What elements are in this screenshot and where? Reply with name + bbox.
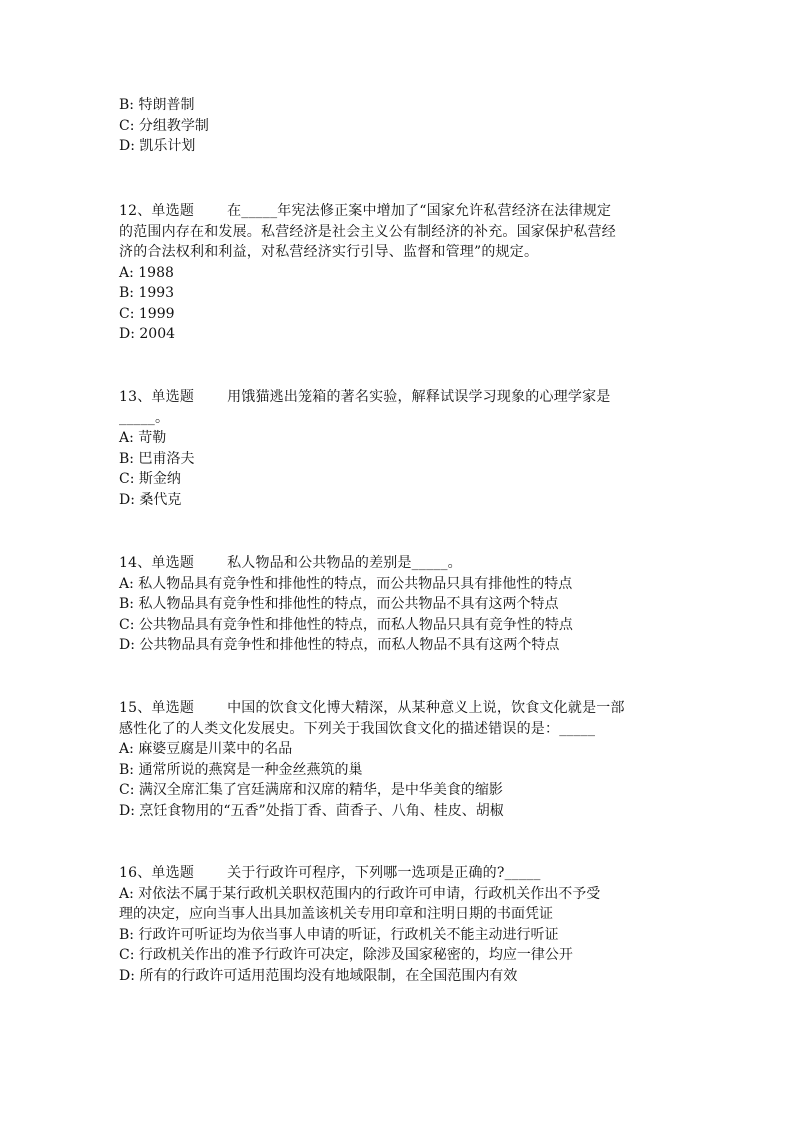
option-c: C: 行政机关作出的准予行政许可决定，除涉及国家秘密的，均应一律公开	[119, 947, 573, 963]
option-a: A: 1988	[119, 264, 174, 281]
option-a-continued: 理的决定，应向当事人出具加盖该机关专用印章和注明日期的书面凭证	[119, 906, 553, 922]
question-stem-line: 16、单选题 关于行政许可程序，下列哪一选项是正确的?_____	[119, 865, 541, 881]
question-14	[119, 553, 679, 656]
question-stem-line: 感性化了的人类文化发展史。下列关于我国饮食文化的描述错误的是：_____	[119, 720, 596, 737]
question-11-options	[119, 95, 679, 157]
question-12	[119, 201, 679, 345]
option-d: D: 凯乐计划	[119, 138, 196, 154]
question-stem-line: _____。	[119, 409, 170, 426]
question-stem-line: 14、单选题 私人物品和公共物品的差别是_____。	[119, 555, 462, 571]
question-16	[119, 863, 679, 986]
option-a: A: 苛勒	[119, 430, 167, 446]
option-c: C: 满汉全席汇集了宫廷满席和汉席的精华，是中华美食的缩影	[119, 782, 503, 798]
option-d: D: 烹饪食物用的“五香”处指丁香、茴香子、八角、桂皮、胡椒	[119, 802, 504, 819]
option-b: B: 1993	[119, 285, 175, 301]
option-a: A: 私人物品具有竞争性和排他性的特点，而公共物品只具有排他性的特点	[119, 575, 573, 592]
question-stem-line: 12、单选题 在_____年宪法修正案中增加了“国家允许私营经济在法律规定	[119, 203, 612, 219]
option-c: C: 公共物品具有竞争性和排他性的特点，而私人物品只具有竞争性的特点	[119, 616, 573, 633]
option-c: C: 分组教学制	[119, 117, 209, 134]
option-d: D: 公共物品具有竞争性和排他性的特点，而私人物品不具有这两个特点	[119, 637, 560, 653]
option-b: B: 私人物品具有竞争性和排他性的特点，而公共物品不具有这两个特点	[119, 596, 559, 612]
question-15	[119, 698, 679, 821]
option-b: B: 特朗普制	[119, 97, 195, 113]
option-a: A: 对依法不属于某行政机关职权范围内的行政许可申请，行政机关作出不予受	[119, 885, 601, 902]
question-stem-line: 的范围内存在和发展。私营经济是社会主义公有制经济的补充。国家保护私营经	[119, 223, 616, 240]
option-c: C: 1999	[119, 305, 175, 322]
option-d: D: 所有的行政许可适用范围均没有地域限制，在全国范围内有效	[119, 967, 518, 984]
option-b: B: 行政许可听证均为依当事人申请的听证，行政机关不能主动进行听证	[119, 926, 559, 943]
question-stem-line: 13、单选题 用饿猫逃出笼箱的著名实验，解释试误学习现象的心理学家是	[119, 389, 611, 405]
option-b: B: 巴甫洛夫	[119, 450, 195, 467]
question-13	[119, 387, 679, 510]
option-c: C: 斯金纳	[119, 471, 181, 487]
question-stem-line: 济的合法权利和利益，对私营经济实行引导、监督和管理”的规定。	[119, 244, 539, 260]
option-d: D: 桑代克	[119, 491, 182, 508]
option-b: B: 通常所说的燕窝是一种金丝燕筑的巢	[119, 761, 363, 778]
option-a: A: 麻婆豆腐是川菜中的名品	[119, 741, 293, 757]
question-stem-line: 15、单选题 中国的饮食文化博大精深，从某种意义上说，饮食文化就是一部	[119, 700, 625, 716]
option-d: D: 2004	[119, 326, 176, 342]
